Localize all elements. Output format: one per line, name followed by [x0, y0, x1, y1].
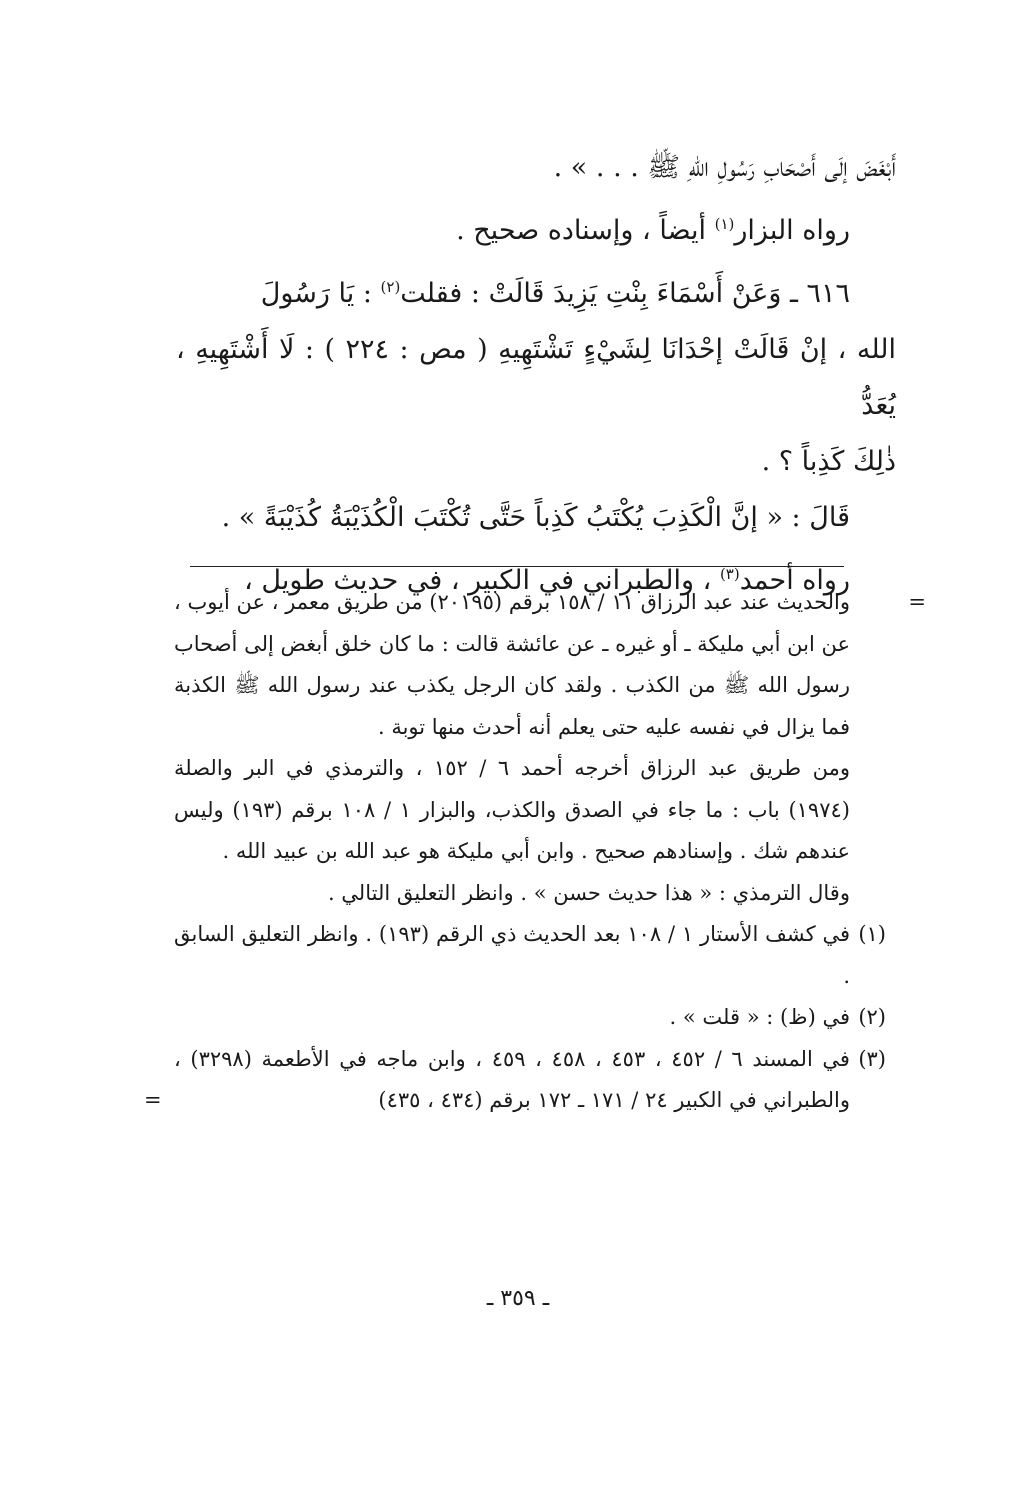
- text-span: ٦١٦ ـ وَعَنْ أَسْمَاءَ بِنْتِ يَزِيدَ قَالَتْ : فقلت: [400, 278, 850, 309]
- note-paragraph: وقال الترمذي : « هذا حديث حسن » . وانظر التعليق التالي .: [327, 880, 850, 905]
- text-span: رواه أحمد: [739, 565, 850, 596]
- footnote-ref[interactable]: (١): [714, 215, 735, 233]
- note-paragraph: والحديث عند عبد الرزاق ١١ / ١٥٨ برقم (٢٠١٩٥) من طريق معمر ، عن أيوب ، عن ابن أبي مليكة ـ أو غيره ـ عن عائشة قالت : ما كان خلق أبغض إلى أصحاب رسول الله ﷺ من الكذب . ولقد كان الرجل يكذب عند رسول الله ﷺ الكذبة فما يزال في نفسه عليه حتى يعلم أنه أحدث منها توبة .: [174, 590, 850, 739]
- continuation-mark: =: [144, 1088, 162, 1112]
- footnote-number: (١): [858, 922, 886, 946]
- footnote-number: (٢): [858, 1005, 886, 1029]
- footnote-text: في المسند ٦ / ٤٥٢ ، ٤٥٣ ، ٤٥٨ ، ٤٥٩ ، وابن ماجه في الأطعمة (٣٢٩٨) ، والطبراني في الكبير ٢٤ / ١٧١ ـ ١٧٢ برقم (٤٣٤ ، ٤٣٥): [174, 1046, 850, 1112]
- main-text: [176, 140, 896, 609]
- text-span: ، والطبراني في الكبير ، في حديث طويل ،: [244, 565, 720, 596]
- footnote-ref[interactable]: (٢): [380, 278, 401, 296]
- footnote-2: [174, 997, 886, 1039]
- hadith-line: [176, 259, 896, 322]
- hadith-line: ذٰلِكَ كَذِباً ؟ .: [761, 446, 896, 477]
- footnote-number: (٣): [858, 1046, 886, 1071]
- footnote-3: [144, 1039, 886, 1122]
- text-span: أيضاً ، وإسناده صحيح .: [456, 215, 715, 246]
- hadith-line: الله ، إنْ قَالَتْ إحْدَانَا لِشَيْءٍ تَشْتَهِيهِ ( مص : ٢٢٤ ) : لَا أَشْتَهِيهِ ، يُعَدُّ: [176, 334, 896, 421]
- hadith-line: قَالَ : « إنَّ الْكَذِبَ يُكْتَبُ كَذِباً حَتَّى تُكْتَبَ الْكُذَيْبَةُ كُذَيْبَةً » .: [221, 502, 850, 533]
- footnote-ref[interactable]: (٣): [719, 565, 740, 583]
- narration-line: [176, 196, 896, 259]
- footnotes: [144, 582, 926, 1122]
- footnote-text: في كشف الأستار ١ / ١٠٨ بعد الحديث ذي الرقم (١٩٣) . وانظر التعليق السابق .: [174, 922, 850, 988]
- text-span: رواه البزار: [734, 215, 850, 246]
- footnote-separator: [190, 566, 844, 567]
- page-number: ـ ٣٥٩ ـ: [486, 1286, 550, 1311]
- text-span: : يَا رَسُولَ: [260, 278, 381, 309]
- note-paragraph: ومن طريق عبد الرزاق أخرجه أحمد ٦ / ١٥٢ ، والترمذي في البر والصلة (١٩٧٤) باب : ما جاء في الصدق والكذب، والبزار ١ / ١٠٨ برقم (١٩٣) وليس عندهم شك . وإسنادهم صحيح . وابن أبي مليكة هو عبد الله بن عبيد الله .: [174, 756, 850, 863]
- hadith-line: [176, 140, 896, 196]
- footnote-text: في (ظ) : « قلت » .: [669, 1005, 850, 1029]
- continued-note: [174, 582, 926, 914]
- footnote-1: [174, 914, 886, 997]
- continuation-mark: =: [908, 590, 926, 614]
- text-span: أَبْغَضَ إلَى أَصْحَابِ رَسُولِ اللهِ ﷺ . . . » .: [553, 152, 896, 183]
